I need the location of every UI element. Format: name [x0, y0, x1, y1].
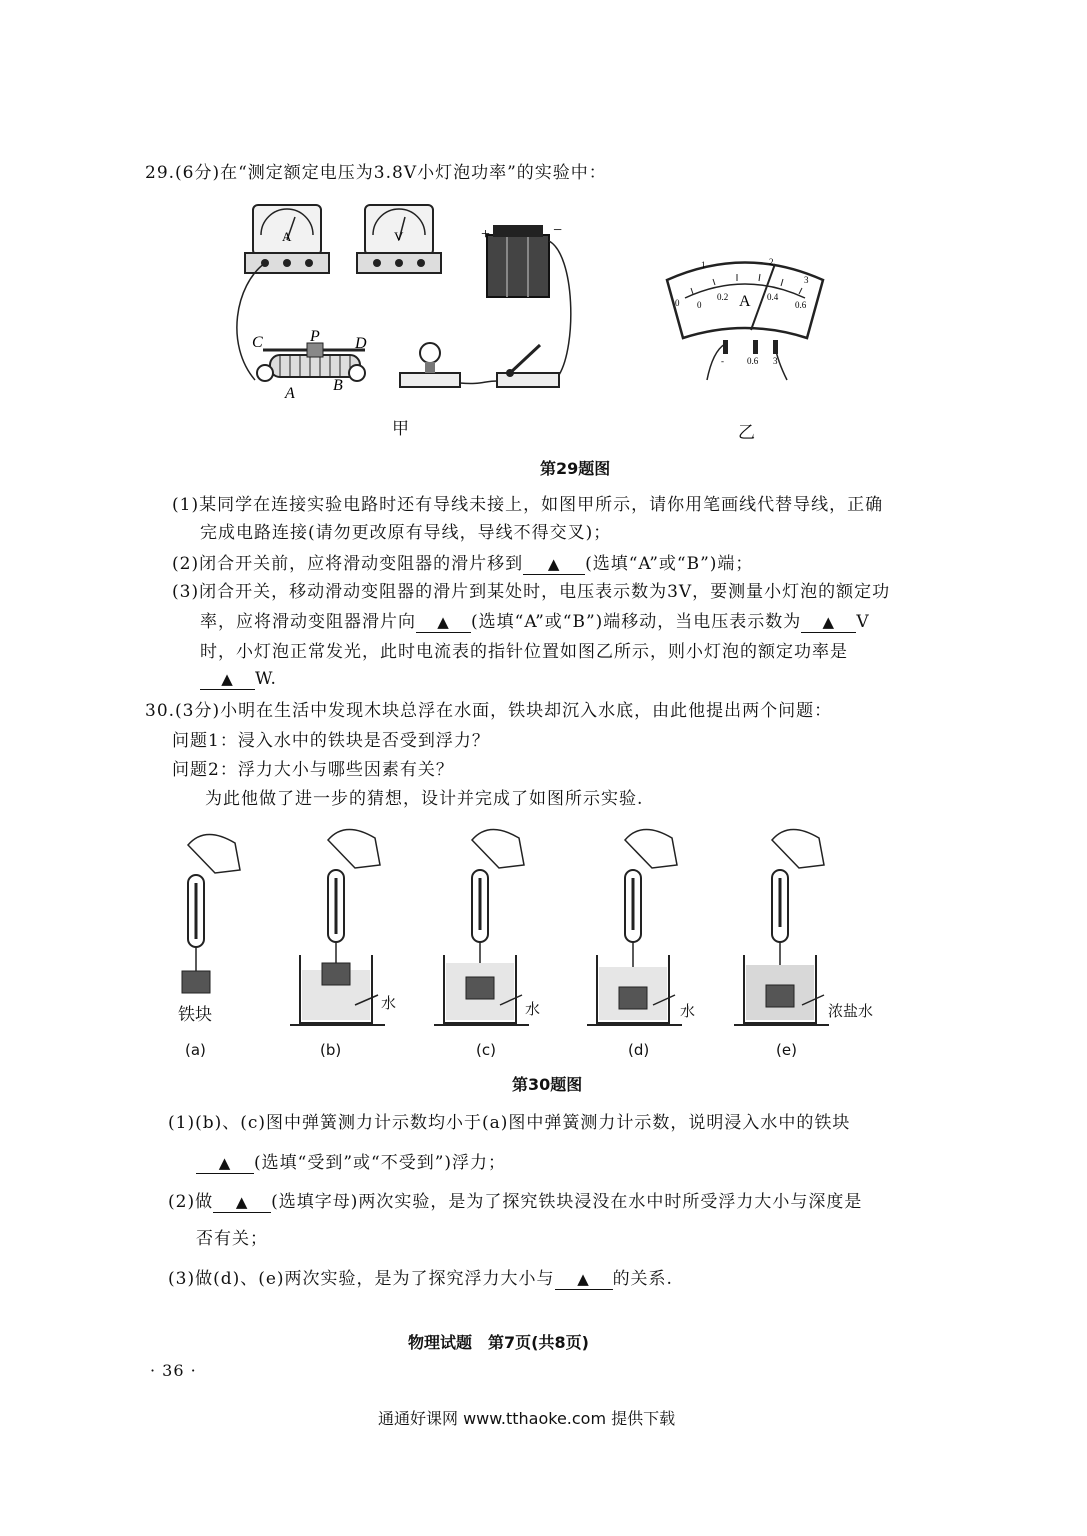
sub-label-d: (d) — [628, 1041, 650, 1059]
figure-ammeter-dial — [655, 240, 835, 390]
ammeter-letter: A — [282, 229, 292, 244]
q30-question2: 问题2：浮力大小与哪些因素有关？ — [172, 760, 454, 780]
fig-label-yi: 乙 — [738, 423, 755, 443]
setup-a — [182, 834, 240, 993]
fig-label-jia: 甲 — [392, 419, 409, 439]
q29-caption: 第29题图 — [540, 459, 611, 478]
dial-bottom-02: 0.2 — [717, 292, 729, 302]
source-credit: 通通好课网 www.tthaoke.com 提供下载 — [378, 1409, 676, 1428]
q30-part1-line1: (1)(b)、(c)图中弹簧测力计示数均小于(a)图中弹簧测力计示数，说明浸入水中的铁块 — [168, 1113, 851, 1133]
answer-blank[interactable]: ▲ — [213, 1192, 271, 1213]
answer-blank[interactable]: ▲ — [555, 1269, 613, 1290]
sub-label-b: (b) — [320, 1041, 342, 1059]
q30-part2-line1: (2)做 ▲ (选填字母)两次实验，是为了探究铁块浸没在水中时所受浮力大小与深度是 — [168, 1192, 863, 1212]
answer-blank[interactable]: ▲ — [196, 1153, 254, 1174]
answer-blank[interactable]: ▲ — [801, 612, 856, 633]
q30-part2-line2: 否有关； — [196, 1229, 268, 1249]
q29-part3-line2: 率，应将滑动变阻器滑片向 ▲ (选填“A”或“B”)端移动，当电压表示数为 ▲ V — [200, 612, 870, 632]
rheostat — [252, 328, 367, 402]
q30-question1: 问题1：浸入水中的铁块是否受到浮力？ — [172, 731, 490, 751]
term-3: 3 — [773, 356, 778, 366]
term-minus: - — [721, 356, 724, 366]
voltmeter-letter: V — [394, 229, 404, 244]
q29-part1-line1: (1)某同学在连接实验电路时还有导线未接上，如图甲所示，请你用笔画线代替导线，正确 — [172, 495, 884, 515]
term-06: 0.6 — [747, 356, 759, 366]
bulb — [400, 343, 460, 387]
dial-bottom-06: 0.6 — [795, 300, 807, 310]
label-water-b: 水 — [381, 994, 397, 1012]
sub-label-c: (c) — [476, 1041, 496, 1059]
answer-blank[interactable]: ▲ — [200, 669, 255, 690]
label-water-d: 水 — [680, 1002, 696, 1020]
terminal-c: C — [252, 334, 263, 351]
q29-part2: (2)闭合开关前，应将滑动变阻器的滑片移到 ▲ (选填“A”或“B”)端； — [172, 554, 754, 574]
voltmeter — [357, 205, 441, 273]
dial-top-3: 3 — [804, 275, 809, 285]
label-iron: 铁块 — [178, 1005, 212, 1025]
figure-circuit — [225, 195, 585, 415]
dial-bottom-04: 0.4 — [767, 292, 779, 302]
setup-d — [587, 829, 682, 1025]
q30-caption: 第30题图 — [512, 1075, 583, 1094]
q29-part1-line2: 完成电路连接(请勿更改原有导线，导线不得交叉)； — [200, 523, 612, 543]
q29-part3-line3: 时，小灯泡正常发光，此时电流表的指针位置如图乙所示，则小灯泡的额定功率是 — [200, 642, 848, 662]
sub-label-e: (e) — [776, 1041, 797, 1059]
svg-text:−: − — [553, 222, 563, 239]
dial-bottom-0: 0 — [697, 300, 702, 310]
page-footer-title: 物理试题 第7页(共8页) — [408, 1333, 589, 1352]
dial-top-0: 0 — [675, 298, 680, 308]
setup-b — [290, 829, 385, 1025]
q29-part3-line1: (3)闭合开关，移动滑动变阻器的滑片到某处时，电压表示数为3V，要测量小灯泡的额定功 — [172, 582, 891, 602]
dial-top-1: 1 — [701, 260, 706, 270]
q29-part3-line4: ▲ W. — [200, 668, 277, 690]
q29-stem: 29.(6分)在“测定额定电压为3.8V小灯泡功率”的实验中： — [145, 163, 607, 183]
q30-intro: 为此他做了进一步的猜想，设计并完成了如图所示实验. — [205, 789, 644, 809]
terminal-p: P — [310, 328, 320, 345]
terminal-b: B — [333, 377, 343, 394]
page-number: · 36 · — [150, 1361, 197, 1380]
answer-blank[interactable]: ▲ — [416, 612, 471, 633]
ammeter — [245, 205, 329, 273]
setup-e — [734, 829, 829, 1025]
answer-blank[interactable]: ▲ — [523, 554, 585, 575]
dial-top-2: 2 — [769, 257, 774, 267]
switch — [497, 345, 559, 387]
q30-stem: 30.(3分)小明在生活中发现木块总浮在水面，铁块却沉入水底，由此他提出两个问题： — [145, 701, 833, 721]
battery — [481, 222, 562, 297]
q30-part3: (3)做(d)、(e)两次实验，是为了探究浮力大小与 ▲ 的关系. — [168, 1269, 673, 1289]
terminal-d: D — [355, 335, 367, 352]
sub-label-a: (a) — [185, 1041, 206, 1059]
setup-c — [434, 829, 529, 1025]
dial-letter: A — [739, 293, 751, 310]
label-water-c: 水 — [525, 1000, 541, 1018]
q30-part1-line2: ▲ (选填“受到”或“不受到”)浮力； — [196, 1152, 506, 1174]
terminal-a: A — [285, 385, 295, 402]
svg-text:+: + — [481, 226, 491, 243]
label-brine: 浓盐水 — [828, 1002, 874, 1020]
